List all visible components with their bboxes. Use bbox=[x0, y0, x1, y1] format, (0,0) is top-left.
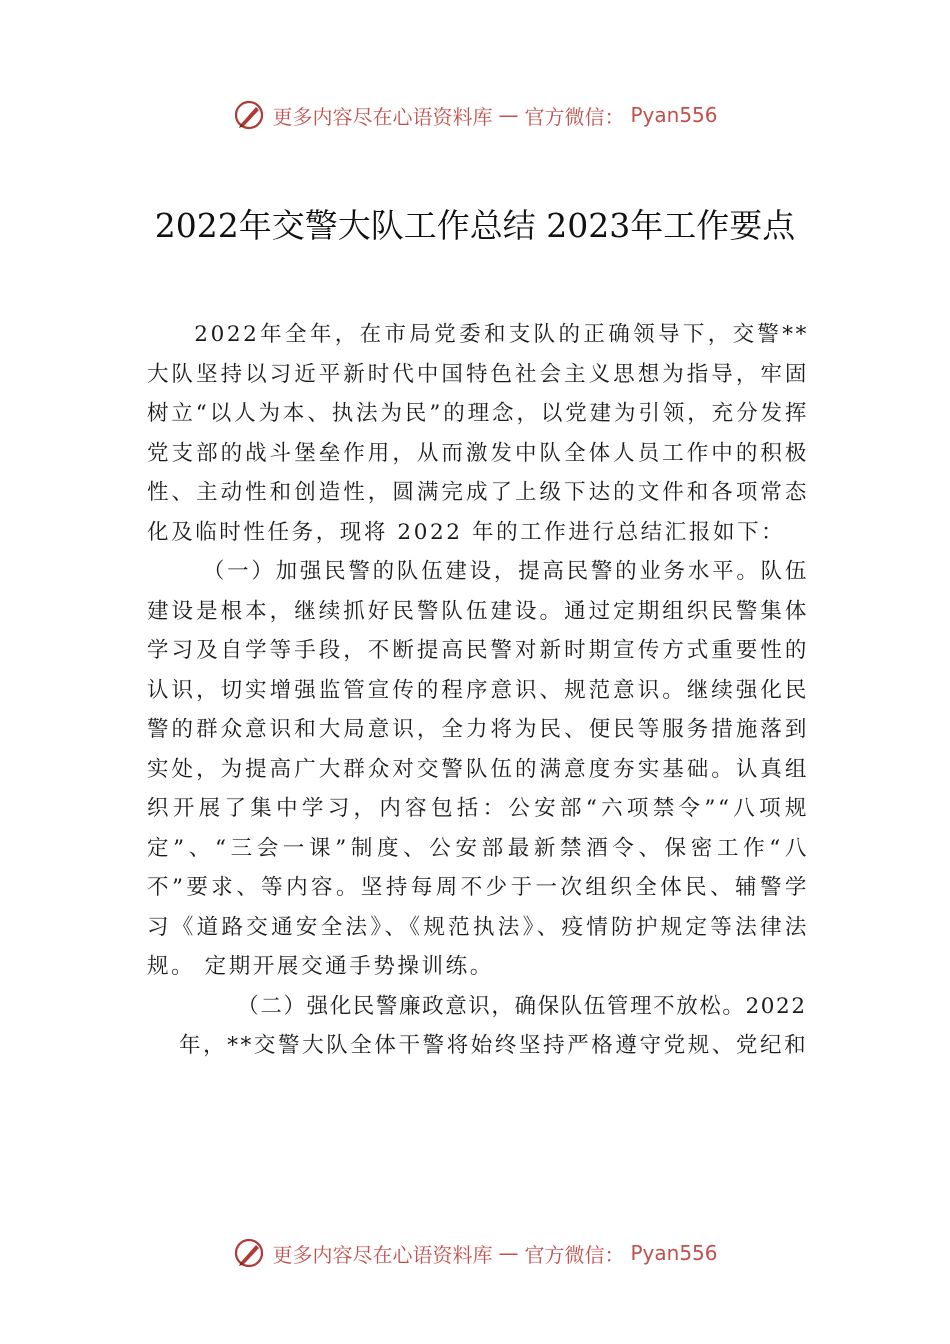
paragraph-section-1: （一）加强民警的队伍建设，提高民警的业务水平。队伍建设是根本，继续抓好民警队伍建设。通过定期组织民警集体学习及自学等手段，不断提高民警对新时期宣传方式重要性的认识，切实增强监管宣传的程序意识、规范意识。继续强化民警的群众意识和大局意识，全力将为民、便民等服务措施落到实处，为提高广大群众对交警队伍的满意度夯实基础。认真组织开展了集中学习，内容包括：公安部“六项禁令”“八项规定”、“三会一课”制度、公安部最新禁酒令、保密工作“八不”要求、等内容。坚持每周不少于一次组织全体民、辅警学习《道路交通安全法》、《规范执法》、疫情防护规定等法律法规。 定期开展交通手势操训练。 bbox=[147, 559, 809, 979]
banner-dash: — bbox=[498, 103, 519, 127]
pen-logo-icon bbox=[232, 1236, 266, 1270]
banner-wechat-id: Pyan556 bbox=[630, 1241, 718, 1265]
paragraph-section-2-continued: 年，**交警大队全体干警将始终坚持严格遵守党规、党纪和 bbox=[179, 1033, 809, 1058]
paragraph-intro: 2022年全年，在市局党委和支队的正确领导下，交警**大队坚持以习近平新时代中国特色社会主义思想为指导，牢固树立“以人为本、执法为民”的理念，以党建为引领，充分发挥党支部的战斗堡垒作用，从而激发中队全体人员工作中的积极性、主动性和创造性，圆满完成了上级下达的文件和各项常态化及临时性任务，现将 2022 年的工作进行总结汇报如下： bbox=[147, 322, 809, 545]
banner-wechat-label: 官方微信： bbox=[524, 104, 625, 129]
banner-dash: — bbox=[498, 1241, 519, 1265]
header-watermark-banner bbox=[0, 95, 950, 135]
paragraph-section-2-heading: （二）强化民警廉政意识，确保队伍管理不放松。2022 bbox=[237, 993, 807, 1019]
footer-watermark-banner bbox=[0, 1233, 950, 1273]
banner-main-text: 更多内容尽在心语资料库 bbox=[272, 1242, 493, 1267]
banner-main-text: 更多内容尽在心语资料库 bbox=[272, 104, 493, 129]
banner-wechat-label: 官方微信： bbox=[524, 1242, 625, 1267]
document-title: 2022年交警大队工作总结 2023年工作要点 bbox=[154, 206, 796, 245]
document-body bbox=[147, 315, 809, 1066]
pen-logo-icon bbox=[232, 98, 266, 132]
banner-wechat-id: Pyan556 bbox=[630, 103, 718, 127]
